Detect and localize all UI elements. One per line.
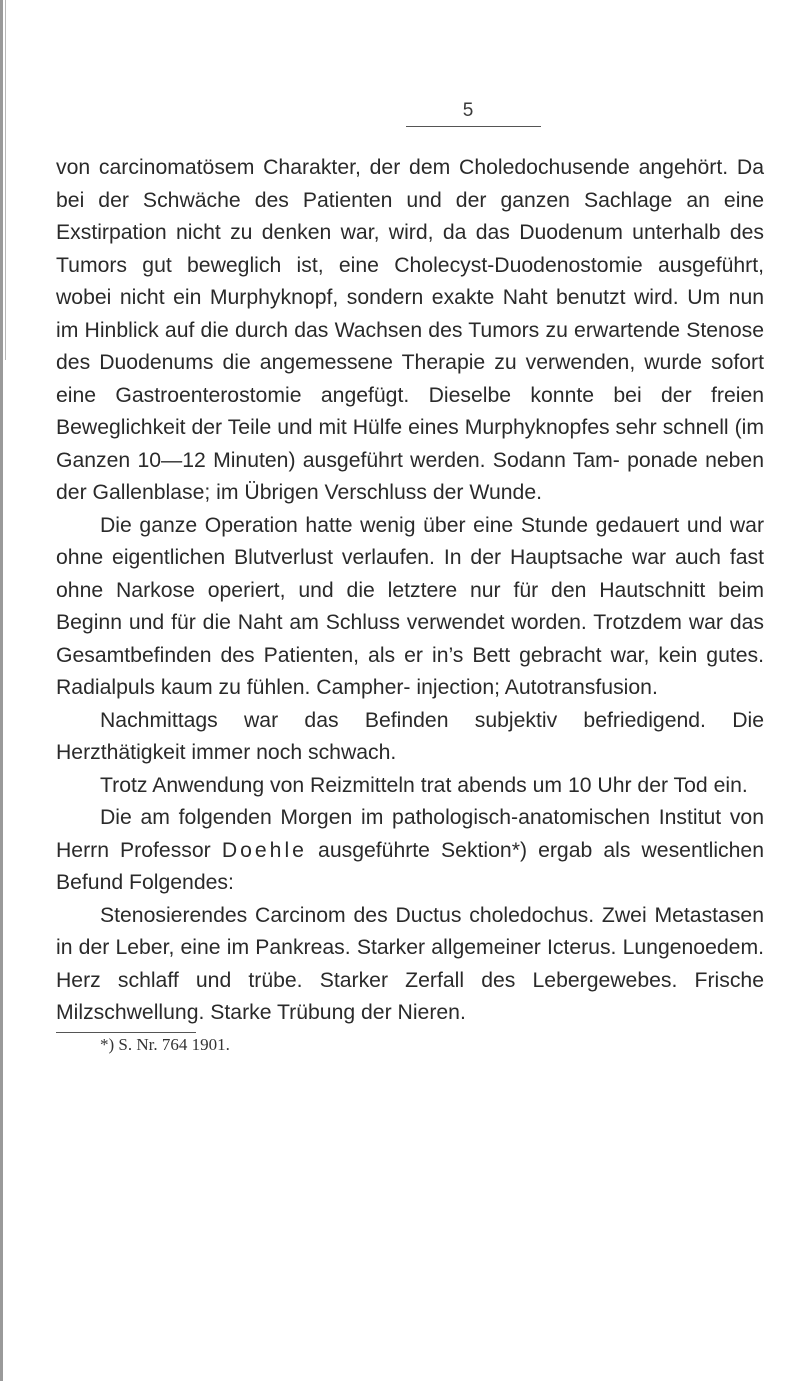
text-line: Institut von Herrn Professor: [56, 806, 765, 862]
paragraph-5: [56, 802, 764, 900]
text-line: für die Naht am Schluss verwendet worden. Trotzdem war: [171, 611, 723, 634]
text-line: das Gesamtbefinden des Patienten, als er in’s Bett gebracht: [56, 611, 765, 667]
text-line: von carcinomatösem Charakter, der dem Choledochusende: [56, 156, 630, 179]
text-line: zu erwartende Stenose des Duodenums die angemessene: [56, 318, 764, 374]
text-line: wird, da das Duodenum unterhalb des Tumors gut beweglich: [56, 221, 765, 277]
text-line: Trotz Anwendung von Reizmitteln trat abends um: [100, 773, 563, 797]
paragraph-2: [56, 510, 764, 705]
text-line: angehört. Da bei der Schwäche des Patienten und der: [56, 156, 764, 212]
text-line: angefügt. Dieselbe konnte bei der freien Beweglichkeit der: [56, 383, 765, 439]
paragraph-1: [56, 152, 764, 510]
text-line: ist, eine Cholecyst-Duodenostomie ausgeführt, wobei nicht: [56, 253, 764, 309]
professor-name: Doehle: [221, 838, 307, 862]
footnote: *) S. Nr. 764 1901.: [100, 1035, 230, 1054]
text-line: Zwei Metastasen in der Leber, eine im Pankreas. Starker: [56, 903, 764, 959]
text-line: Starke Trübung der Nieren.: [210, 1001, 466, 1024]
text-line: nun im Hinblick auf die durch das Wachsen des Tumors: [56, 286, 765, 342]
text-line: war, kein gutes. Radialpuls kaum zu fühlen. Campher-: [56, 643, 765, 699]
page-edge-line: [5, 0, 6, 360]
text-line: Nachmittags war das Befinden subjektiv befriedigend.: [100, 708, 706, 732]
text-line: Therapie zu verwenden, wurde sofort eine Gastroenterostomie: [56, 351, 764, 407]
text-line: ergab als wesentlichen Befund Folgendes:: [56, 838, 764, 894]
page-edge-shadow: [0, 0, 3, 1381]
text-line: Teile und mit Hülfe eines Murphyknopfes sehr schnell (im: [227, 416, 765, 439]
paragraph-4: [56, 770, 764, 803]
text-line: In der Hauptsache war auch fast ohne Narkose operiert,: [56, 546, 765, 602]
text-line: Stenosierendes Carcinom des Ductus choledochus.: [100, 903, 595, 927]
text-line: Die am folgenden Morgen im pathologisch-anatomischen: [100, 806, 650, 829]
text-line: Die Herzthätigkeit immer noch schwach.: [56, 708, 764, 764]
text-line: Wunde.: [469, 481, 542, 504]
paragraph-6: [56, 900, 764, 1030]
text-line: Die ganze Operation hatte wenig über eine Stunde: [100, 513, 588, 537]
text-line: ausgeführte Sektion*): [306, 838, 527, 862]
header-rule: [406, 126, 541, 127]
text-line: und die letztere nur für den Hautschnitt beim Beginn und: [56, 578, 764, 634]
text-line: ganzen Sachlage an eine Exstirpation nicht zu denken war,: [56, 188, 764, 244]
text-line: Starker Zerfall des Lebergewebes. Frische Milzschwellung.: [56, 968, 764, 1024]
text-line: injection; Autotransfusion.: [416, 676, 658, 699]
text-line: gedauert und war ohne eigentlichen Blutverlust verlaufen.: [56, 513, 764, 569]
text-line: Ganzen 10—12 Minuten) ausgeführt werden. Sodann Tam-: [56, 448, 620, 472]
body-text: [56, 152, 764, 1030]
page-number: 5: [462, 100, 474, 121]
text-line: 10 Uhr der Tod ein.: [567, 773, 748, 797]
text-line: ein Murphyknopf, sondern exakte Naht benutzt wird. Um: [173, 286, 721, 309]
text-line: allgemeiner Icterus. Lungenoedem. Herz schlaff und trübe.: [56, 936, 764, 992]
paragraph-3: [56, 705, 764, 770]
footnote-rule: [56, 1032, 196, 1033]
text-line: ponade neben der Gallenblase; im Übrigen Verschluss der: [56, 448, 764, 504]
